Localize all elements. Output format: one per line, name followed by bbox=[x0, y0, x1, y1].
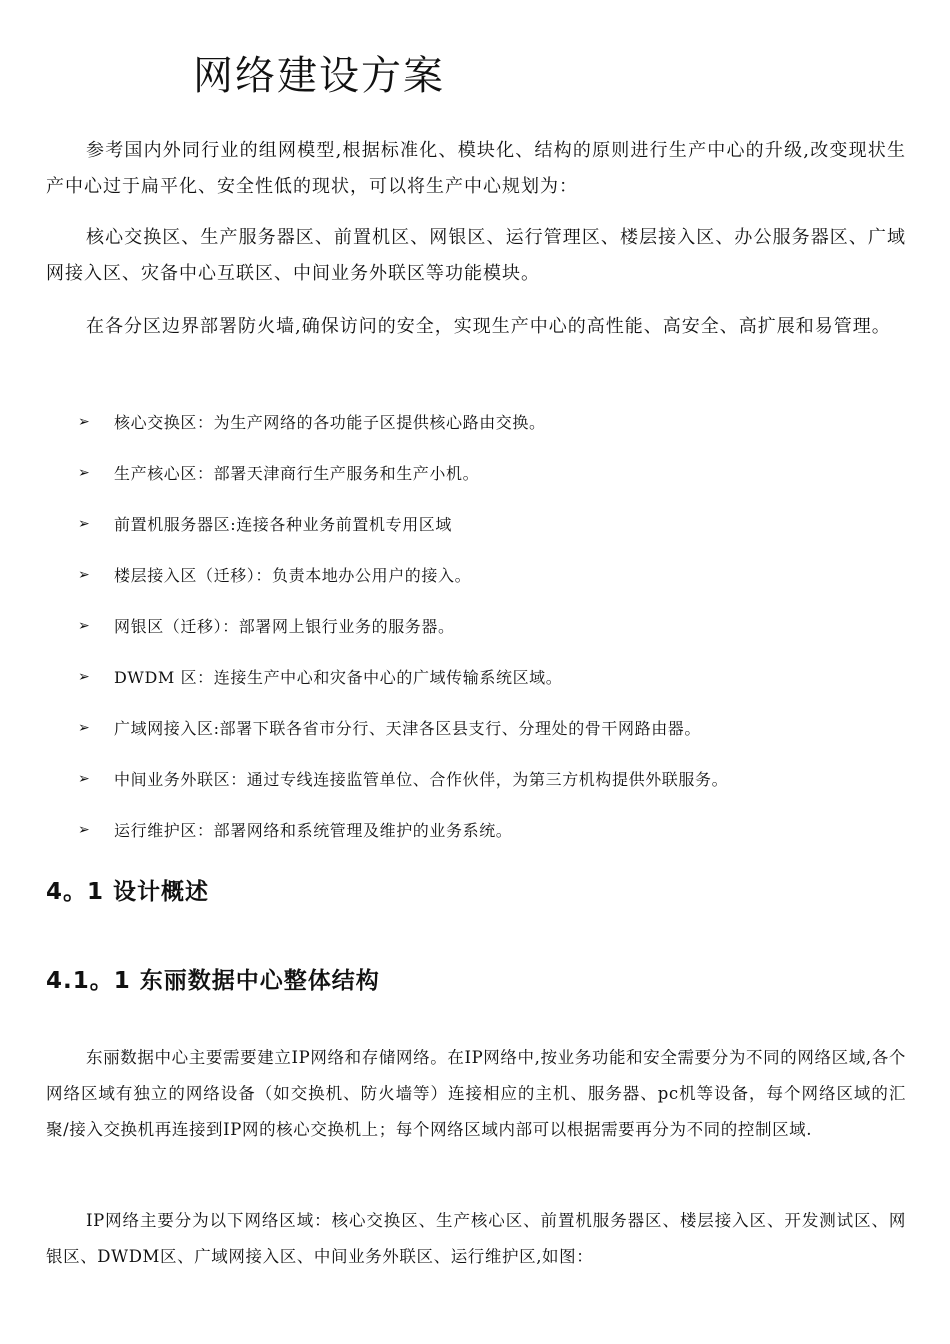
list-item-text: 中间业务外联区：通过专线连接监管单位、合作伙伴，为第三方机构提供外联服务。 bbox=[114, 770, 729, 789]
intro-paragraph: 核心交换区、生产服务器区、前置机区、网银区、运行管理区、楼层接入区、办公服务器区、广域网接入区、灾备中心互联区、中间业务外联区等功能模块。 bbox=[46, 227, 906, 284]
arrowhead-bullet-icon: ➢ bbox=[78, 719, 91, 736]
list-item-text: DWDM 区：连接生产中心和灾备中心的广域传输系统区域。 bbox=[114, 668, 563, 687]
arrowhead-bullet-icon: ➢ bbox=[78, 464, 91, 481]
list-item bbox=[78, 753, 728, 804]
list-item bbox=[78, 702, 728, 753]
arrowhead-bullet-icon: ➢ bbox=[78, 617, 91, 634]
function-zone-list bbox=[78, 396, 728, 855]
section-heading: 4。1 设计概述 bbox=[46, 879, 210, 905]
arrowhead-bullet-icon: ➢ bbox=[78, 821, 91, 838]
list-item-text: 广域网接入区:部署下联各省市分行、天津各区县支行、分理处的骨干网路由器。 bbox=[114, 719, 701, 738]
arrowhead-bullet-icon: ➢ bbox=[78, 566, 91, 583]
list-item-text: 生产核心区：部署天津商行生产服务和生产小机。 bbox=[114, 464, 480, 483]
list-item bbox=[78, 498, 728, 549]
list-item bbox=[78, 396, 728, 447]
body-paragraph: IP网络主要分为以下网络区域：核心交换区、生产核心区、前置机服务器区、楼层接入区、开发测试区、网银区、DWDM区、广域网接入区、中间业务外联区、运行维护区,如图： bbox=[46, 1211, 906, 1266]
body-paragraph: 东丽数据中心主要需要建立IP网络和存储网络。在IP网络中,按业务功能和安全需要分为不同的网络区域,各个网络区域有独立的网络设备（如交换机、防火墙等）连接相应的主机、服务器、pc机等设备，每个网络区域的汇聚/接入交换机再连接到IP网的核心交换机上；每个网络区域内部可以根据需要再分为不同的控制区域. bbox=[46, 1048, 906, 1139]
document-title: 网络建设方案 bbox=[193, 53, 445, 99]
arrowhead-bullet-icon: ➢ bbox=[78, 668, 91, 685]
list-item bbox=[78, 651, 728, 702]
arrowhead-bullet-icon: ➢ bbox=[78, 515, 91, 532]
list-item bbox=[78, 447, 728, 498]
arrowhead-bullet-icon: ➢ bbox=[78, 413, 91, 430]
intro-paragraph: 在各分区边界部署防火墙,确保访问的安全，实现生产中心的高性能、高安全、高扩展和易管理。 bbox=[86, 316, 891, 337]
list-item bbox=[78, 549, 728, 600]
intro-paragraph: 参考国内外同行业的组网模型,根据标准化、模块化、结构的原则进行生产中心的升级,改变现状生产中心过于扁平化、安全性低的现状，可以将生产中心规划为： bbox=[46, 140, 906, 197]
subsection-heading: 4.1。1 东丽数据中心整体结构 bbox=[46, 968, 380, 994]
list-item-text: 前置机服务器区:连接各种业务前置机专用区域 bbox=[114, 515, 452, 534]
list-item-text: 楼层接入区（迁移）：负责本地办公用户的接入。 bbox=[114, 566, 472, 585]
list-item-text: 核心交换区：为生产网络的各功能子区提供核心路由交换。 bbox=[114, 413, 546, 432]
list-item bbox=[78, 804, 728, 855]
list-item-text: 运行维护区：部署网络和系统管理及维护的业务系统。 bbox=[114, 821, 513, 840]
list-item bbox=[78, 600, 728, 651]
arrowhead-bullet-icon: ➢ bbox=[78, 770, 91, 787]
list-item-text: 网银区（迁移）：部署网上银行业务的服务器。 bbox=[114, 617, 455, 636]
